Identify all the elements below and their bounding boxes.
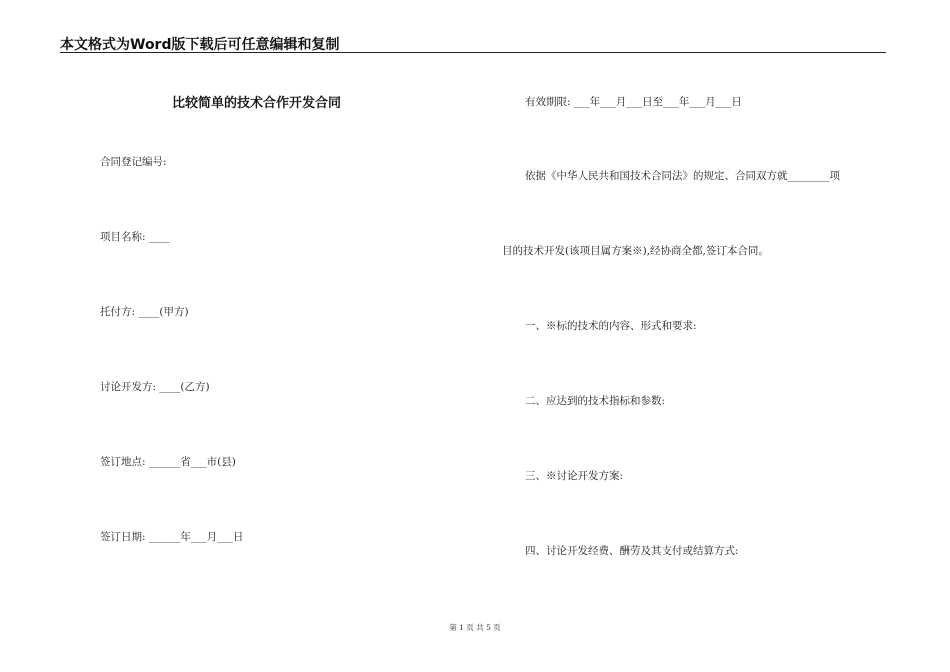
document-title: 比较简单的技术合作开发合同 bbox=[172, 96, 342, 111]
development-party: 讨论开发方: ____(乙方) bbox=[100, 381, 210, 393]
commissioning-party: 托付方: ____(甲方) bbox=[100, 306, 189, 318]
validity-period: 有效期限: ___年___月___日至___年___月___日 bbox=[525, 96, 742, 108]
legal-basis-line-1: 依据《中华人民共和国技术合同法》的规定、合同双方就________项 bbox=[525, 170, 840, 182]
project-name: 项目名称: ____ bbox=[100, 231, 170, 243]
signing-place: 签订地点: ______省___市(县) bbox=[100, 456, 236, 468]
section-3-heading: 三、※讨论开发方案: bbox=[525, 470, 624, 482]
section-4-heading: 四、讨论开发经费、酬劳及其支付或结算方式: bbox=[525, 545, 739, 557]
legal-basis-line-2: 目的技术开发(该项目属方案※),经协商全都,签订本合同。 bbox=[502, 245, 769, 257]
section-1-heading: 一、※标的技术的内容、形式和要求: bbox=[525, 320, 697, 332]
section-2-heading: 二、应达到的技术指标和参数: bbox=[525, 395, 666, 407]
signing-date: 签订日期: ______年___月___日 bbox=[100, 531, 244, 543]
page-number: 第 1 页 共 5 页 bbox=[449, 623, 501, 632]
header-divider bbox=[60, 52, 886, 53]
document-banner: 本文格式为Word版下载后可任意编辑和复制 bbox=[60, 37, 340, 53]
contract-registration-number: 合同登记编号: bbox=[100, 156, 167, 168]
